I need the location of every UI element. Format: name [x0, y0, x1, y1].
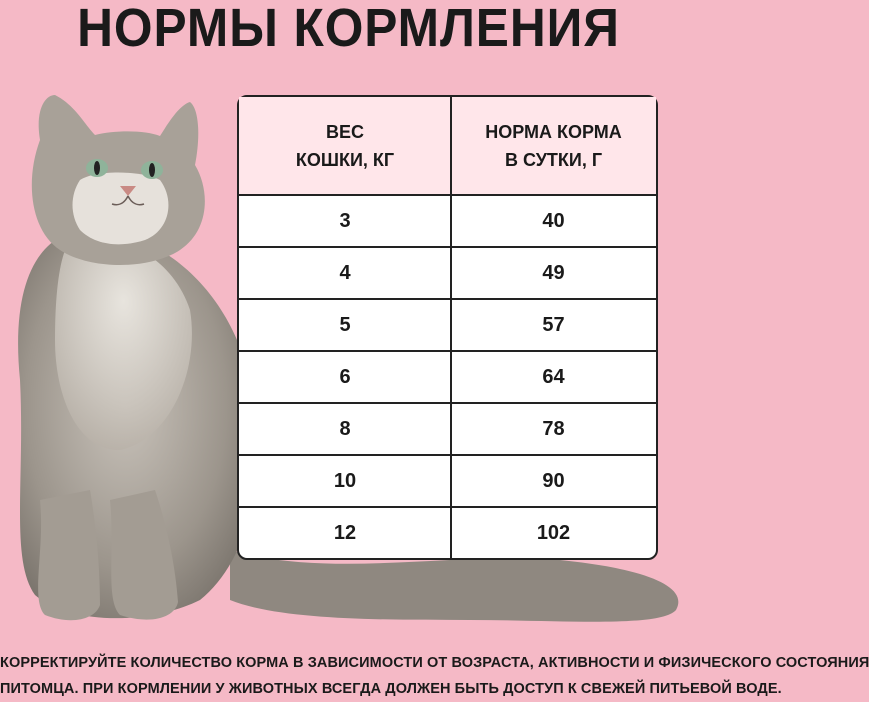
footer-line2: ПИТОМЦА. ПРИ КОРМЛЕНИИ У ЖИВОТНЫХ ВСЕГДА ДОЛЖЕН БЫТЬ ДОСТУП К СВЕЖЕЙ ПИТЬЕВОЙ ВОДЕ. — [0, 681, 782, 697]
header-food — [451, 97, 656, 194]
table-row — [239, 300, 656, 350]
food-cell: 78 — [542, 417, 565, 440]
table-row — [239, 404, 656, 454]
food-cell: 90 — [542, 469, 565, 492]
weight-cell: 8 — [339, 417, 351, 440]
header-weight-line1: ВЕС — [325, 121, 364, 142]
header-weight — [239, 97, 451, 194]
weight-cell: 6 — [339, 365, 351, 388]
page-title: НОРМЫ КОРМЛЕНИЯ — [77, 0, 620, 58]
food-cell: 40 — [542, 209, 565, 232]
table-row — [239, 352, 656, 402]
weight-cell: 4 — [339, 261, 351, 284]
table-header-row — [239, 97, 656, 194]
food-cell: 57 — [542, 313, 565, 336]
table-row — [239, 248, 656, 298]
footer-note — [0, 650, 869, 702]
table-row — [239, 196, 656, 246]
weight-cell: 5 — [339, 313, 351, 336]
table-row — [239, 456, 656, 506]
food-cell: 102 — [536, 521, 571, 544]
footer-line1: КОРРЕКТИРУЙТЕ КОЛИЧЕСТВО КОРМА В ЗАВИСИМОСТИ ОТ ВОЗРАСТА, АКТИВНОСТИ И ФИЗИЧЕСКОГО СОСТОЯНИЯ — [0, 655, 869, 671]
header-food-line1: НОРМА КОРМА — [485, 121, 622, 142]
food-cell: 64 — [542, 365, 565, 388]
table-column-divider — [450, 97, 452, 558]
table-row — [239, 508, 656, 558]
food-cell: 49 — [542, 261, 565, 284]
feeding-table — [237, 95, 658, 560]
header-food-line2: В СУТКИ, Г — [504, 149, 603, 170]
weight-cell: 3 — [339, 209, 351, 232]
header-weight-line2: КОШКИ, КГ — [295, 149, 395, 170]
weight-cell: 10 — [333, 469, 357, 492]
weight-cell: 12 — [333, 521, 357, 544]
